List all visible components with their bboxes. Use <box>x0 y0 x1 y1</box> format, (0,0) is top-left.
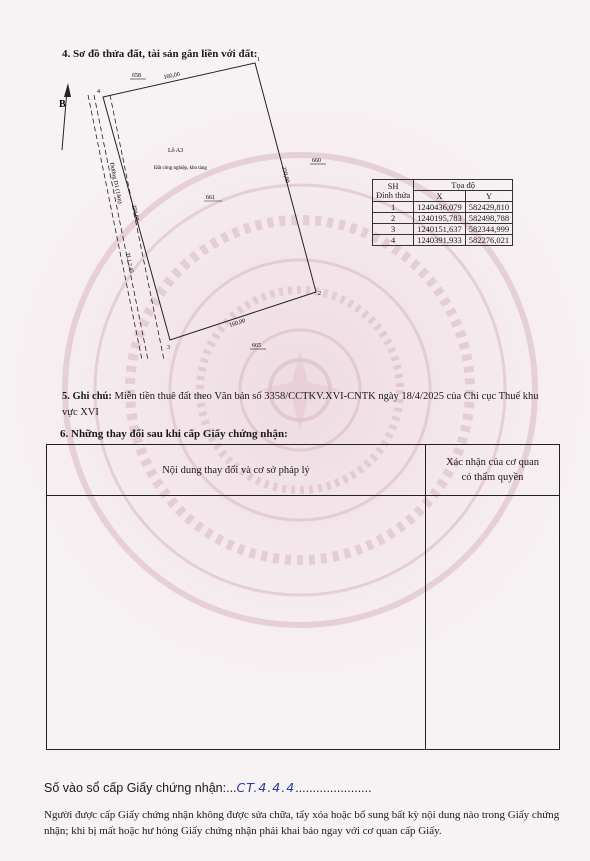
road-lines <box>88 95 164 360</box>
table-row: 4 1240391,933 582276,021 <box>373 235 513 246</box>
header-x: X <box>414 191 466 202</box>
svg-text:660: 660 <box>312 158 321 164</box>
svg-text:1: 1 <box>257 57 260 63</box>
header-dinh-thua: Đỉnh thửa <box>376 189 411 200</box>
section-5-line2: vực XVI <box>62 407 99 418</box>
plot-boundary <box>103 63 316 340</box>
coordinates-table <box>372 179 513 246</box>
section-4-title: 4. Sơ đồ thửa đất, tài sản gắn liền với đất: <box>62 48 258 60</box>
table-row: 2 1240195,783 582498,788 <box>373 213 513 224</box>
svg-text:Đất công nghiệp, kho tàng: Đất công nghiệp, kho tàng <box>154 166 207 171</box>
table-row: 3 1240151,637 582344,999 <box>373 224 513 235</box>
svg-text:3: 3 <box>167 345 170 351</box>
register-label: Số vào sổ cấp Giấy chứng nhận: <box>44 781 227 795</box>
svg-text:2: 2 <box>318 291 321 297</box>
header-toa-do: Tọa độ <box>414 180 513 191</box>
svg-text:250,00: 250,00 <box>130 204 140 222</box>
changes-col1-header: Nội dung thay đổi và cơ sở pháp lý <box>162 464 310 476</box>
svg-text:658: 658 <box>132 73 141 79</box>
svg-text:Lô A3: Lô A3 <box>168 148 184 154</box>
svg-text:Đường D1 (14m): Đường D1 (14m) <box>108 162 123 205</box>
section-5-note <box>62 391 539 402</box>
svg-text:665: 665 <box>252 343 261 349</box>
section-6-title: 6. Những thay đổi sau khi cấp Giấy chứng nhận: <box>60 428 288 440</box>
svg-text:160,00: 160,00 <box>163 71 181 81</box>
section-5-label: 5. Ghi chú: <box>62 391 112 402</box>
register-number: Số vào sổ cấp Giấy chứng nhận:...CT.4.4.4...................... <box>44 780 372 795</box>
svg-text:250,00: 250,00 <box>280 166 290 184</box>
header-y: Y <box>465 191 512 202</box>
svg-text:TL1,2,45: TL1,2,45 <box>124 252 135 274</box>
changes-col2-header: Xác nhận của cơ quan có thẩm quyền <box>445 457 539 483</box>
north-arrow-icon <box>59 83 71 150</box>
register-value: CT.4.4.4 <box>236 780 296 795</box>
land-plot-diagram <box>50 55 350 375</box>
footer-note: Người được cấp Giấy chứng nhận không được sửa chữa, tẩy xóa hoặc bổ sung bất kỳ nội dung nào trong Giấy chứng nhận; khi bị mất hoặc hư hỏng Giấy chứng nhận phải khai báo ngay với cơ quan cấp Giấy. <box>44 809 560 837</box>
svg-text:160,00: 160,00 <box>228 318 247 329</box>
changes-table <box>46 444 560 750</box>
svg-text:B: B <box>59 99 66 110</box>
table-row: 1 1240436,079 582429,810 <box>373 202 513 213</box>
section-5-line1: Miễn tiền thuê đất theo Văn bản số 3358/CCTKV.XVI-CNTK ngày 18/4/2025 của Chi cục Thuế khu <box>114 391 539 402</box>
svg-text:661: 661 <box>206 195 215 201</box>
header-sh: SH <box>387 180 399 191</box>
svg-text:4: 4 <box>97 89 100 95</box>
